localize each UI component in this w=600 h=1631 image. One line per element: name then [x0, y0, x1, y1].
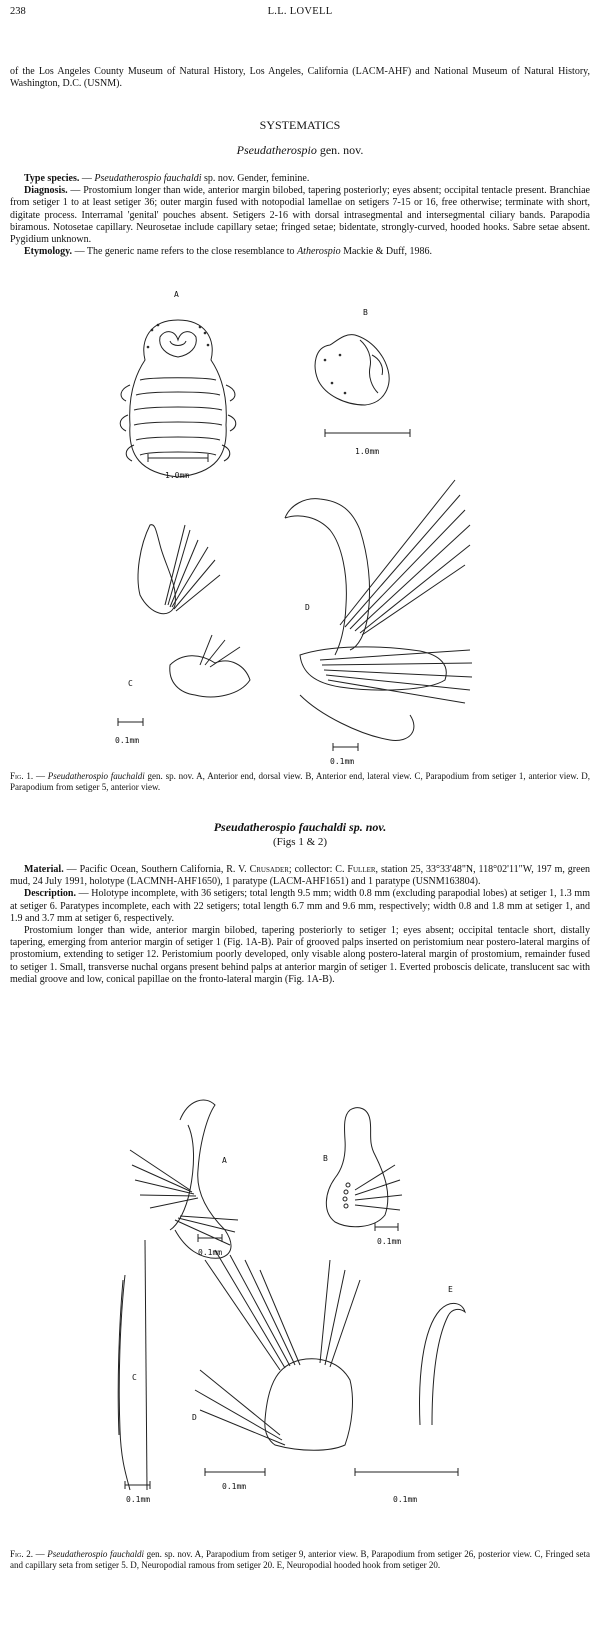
figure-1-caption — [10, 771, 590, 793]
genus-account — [10, 173, 590, 258]
genus-heading — [0, 143, 600, 158]
fig2-caption-label: Fig. 2. — [10, 1549, 33, 1559]
material-vessel: Crusader — [249, 864, 289, 875]
section-heading: SYSTEMATICS — [259, 118, 341, 132]
etymology-paragraph — [10, 246, 590, 258]
etymology-text-b: Mackie & Duff, 1986. — [340, 246, 433, 258]
running-author: L.L. LOVELL — [267, 6, 333, 17]
running-header — [10, 6, 590, 20]
fig1-caption-label: Fig. 1. — [10, 771, 34, 781]
fig2-scale-d: 0.1mm — [222, 1482, 247, 1491]
fig2-c-setae-drawing — [118, 1240, 150, 1490]
fig1-scale-d: 0.1mm — [330, 757, 355, 766]
material-paragraph — [10, 864, 590, 888]
fig2-scale-c: 0.1mm — [126, 1495, 151, 1504]
etymology-label: Etymology. — [24, 246, 73, 258]
description-text: — Holotype incomplete, with 36 setigers; total length 9.5 mm; width 0.8 mm (excluding parapodial lobes) at setiger 1, 1.3 mm at setiger 6. Paratypes incomplete, each with 22 setigers; total length 6.7 mm and 9.6 mm, respectively; width 0.8 and 1.8 mm at setiger 1, and 1.9 and 3.7 mm at setiger 6, respectively. — [10, 888, 590, 924]
fig2-label-d: D — [192, 1413, 197, 1422]
fig1-d-parapodium-drawing — [285, 480, 472, 751]
figure-2-caption — [10, 1549, 590, 1571]
type-species-rest: sp. nov. Gender, feminine. — [201, 173, 310, 184]
fig1-label-c: C — [128, 679, 133, 688]
fig1-label-b: B — [363, 308, 368, 317]
fig2-d-neuropodial-ramus-drawing — [195, 1250, 360, 1476]
fig1-label-d: D — [305, 603, 310, 612]
fig2-label-c: C — [132, 1373, 137, 1382]
fig1-scale-a: 1.0mm — [165, 471, 190, 480]
fig1-a-anterior-end-drawing — [120, 320, 236, 477]
fig2-e-hooded-hook-drawing — [355, 1303, 465, 1476]
fig2-label-a: A — [222, 1156, 227, 1165]
fig2-scale-b: 0.1mm — [377, 1237, 402, 1246]
fig1-label-a: A — [174, 290, 179, 299]
fig2-caption-text: gen. sp. nov. A, Parapodium from setiger 9, anterior view. B, Parapodium from setiger 26, posterior view. C, Fringed seta and capillary seta from setiger 5. D, Neuropodial ramous from setiger 20. E, Neuropodial hooded hook from setiger 20. — [10, 1549, 590, 1570]
material-collector: Fuller — [347, 864, 376, 875]
genus-suffix: gen. nov. — [316, 143, 364, 157]
material-text-3: , station 25, 33°33'48"N, 118°02'11"W, 197 m, green mud, 24 July 1991, holotype (LACMNH-AHF1650), 1 paratype (LACM-AHF1651) and 1 paratype (USNM163804). — [10, 864, 591, 888]
etymology-text-a: — The generic name refers to the close resemblance to — [72, 246, 298, 258]
figure-1-drawing — [0, 285, 600, 765]
fig2-label-e: E — [448, 1285, 453, 1294]
fig1-caption-dash: — — [33, 771, 48, 781]
fig1-scale-b: 1.0mm — [355, 447, 380, 456]
material-text-2: ; collector: C. — [288, 864, 348, 875]
species-account — [10, 864, 590, 986]
fig2-a-parapodium-drawing — [130, 1100, 238, 1258]
fig1-caption-text: gen. sp. nov. A, Anterior end, dorsal view. B, Anterior end, lateral view. C, Parapodium from setiger 1, anterior view. D, Parapodium from setiger 5, anterior view. — [10, 771, 590, 792]
fig2-b-parapodium-drawing — [326, 1108, 402, 1231]
fig1-c-parapodium-drawing — [118, 525, 250, 726]
description-paragraph-2: Prostomium longer than wide, anterior margin bilobed, tapering posteriorly to setiger 1; eyes absent; occipital tentacle short, distally tapering, emerging from anterior margin of setiger 1 (Fig. 1A-B). Pair of grooved palps inserted on peristomium near postero-lateral margins of prostomium, extending to setiger 12. Peristomium poorly developed, only visable along postero-lateral margin of prostomium, remainder fused to setiger 1. Small, transverse nuchal organs present behind palps at anterior margin of setiger 1. Everted proboscis delicate, translucent sac with medial groove and low, conical papillae on the fronto-lateral margin (Fig. 1A-B). — [10, 925, 590, 985]
type-species-label: Type species. — [24, 173, 80, 184]
fig2-caption-dash: — — [32, 1549, 48, 1559]
genus-name: Pseudatherospio — [236, 143, 317, 157]
fig1-scale-c: 0.1mm — [115, 736, 140, 745]
fig1-b-anterior-end-lateral-drawing — [315, 335, 410, 437]
page-number: 238 — [10, 6, 26, 17]
etymology-genus: Atherospio — [297, 246, 341, 258]
diagnosis-paragraph — [10, 185, 590, 246]
diagnosis-label: Diagnosis. — [24, 185, 68, 197]
figure-2-drawing — [0, 1080, 600, 1520]
species-heading: Pseudatherospio fauchaldi sp. nov. — [213, 820, 387, 834]
description-paragraph — [10, 888, 590, 925]
figure-1 — [0, 285, 600, 765]
fig2-label-b: B — [323, 1154, 328, 1163]
fig2-caption-species: Pseudatherospio fauchaldi — [47, 1549, 144, 1559]
figure-2 — [0, 1080, 600, 1520]
diagnosis-text: — Prostomium longer than wide, anterior margin bilobed, tapering posteriorly; eyes absent; occipital tentacle present. Branchiae from setiger 1 to at least setiger 36; outer margin fused with notopodial lamellae on setigers 7-15 or 16, free otherwise; terminate with short, digitate process. Interramal 'genital' pouches absent. Setigers 2-16 with dorsal intrasegmental and intersegmental ciliary bands. Parapodia biramous. Notosetae capillary. Neurosetae include capillary setae; fringed setae; bidentate, strongly-curved, hooded hooks. Sabre setae absent. Pygidium unknown. — [10, 185, 590, 246]
type-species-dash: — — [79, 173, 95, 184]
type-species-paragraph — [10, 173, 590, 185]
intro-paragraph: of the Los Angeles County Museum of Natural History, Los Angeles, California (LACM-AHF) and National Museum of Natural History, Washington, D.C. (USNM). — [10, 66, 590, 90]
species-subheading: (Figs 1 & 2) — [272, 836, 328, 848]
fig2-scale-a: 0.1mm — [198, 1248, 223, 1257]
material-text-1: — Pacific Ocean, Southern California, R. V. — [63, 864, 250, 875]
type-species-name: Pseudatherospio fauchaldi — [94, 173, 202, 184]
fig1-caption-species: Pseudatherospio fauchaldi — [47, 771, 145, 781]
material-label: Material. — [24, 864, 64, 875]
description-label: Description. — [24, 888, 76, 900]
fig2-scale-e: 0.1mm — [393, 1495, 418, 1504]
